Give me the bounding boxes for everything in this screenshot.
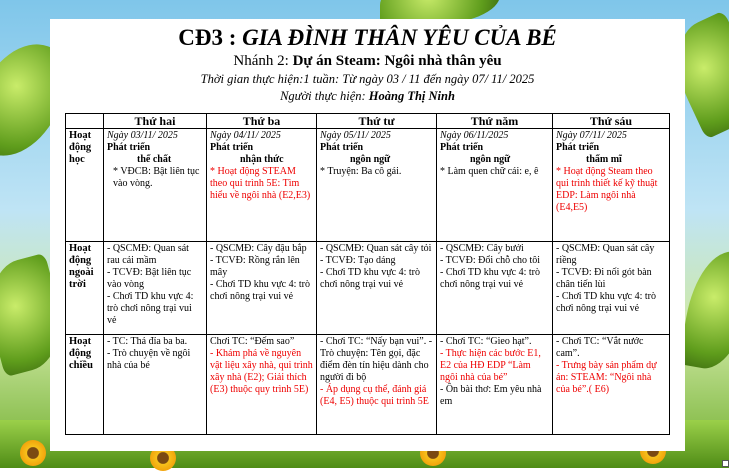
time-line: Thời gian thực hiện:1 tuần: Từ ngày 03 / 11 đến ngày 07/ 11/ 2025 — [200, 72, 535, 86]
cell-text: - Chơi TC: “Vắt nước cam”. — [556, 336, 644, 359]
row-label: Hoạt động học — [66, 129, 104, 242]
cell-red-text: - Áp dụng cụ thể, đánh giá (E4, E5) thuộc qui trình 5E — [320, 384, 429, 407]
cell-text: - TC: Thả đỉa ba ba. — [107, 336, 188, 347]
table-cell — [317, 335, 437, 435]
table-cell — [207, 335, 317, 435]
corner-cell — [66, 114, 104, 129]
cell-date: Ngày 04/11/ 2025 — [210, 130, 281, 141]
table-cell — [317, 129, 437, 242]
cell-text: - Chơi TC: “Gieo hạt”. — [440, 336, 532, 347]
cell-line: - Chơi TD khu vực 4: trò chơi nông trại vui vẻ — [440, 267, 540, 290]
table-cell — [553, 129, 670, 242]
table-cell — [437, 242, 553, 335]
cell-subject: ngôn ngữ — [470, 154, 511, 165]
cell-text: - Trò chuyện về ngôi nhà của bé — [107, 348, 191, 371]
cell-date: Ngày 05/11/ 2025 — [320, 130, 391, 141]
cell-red-text: * Hoạt động Steam theo qui trình thiết kế kỹ thuật EDP: Làm ngôi nhà (E4,E5) — [556, 166, 658, 213]
cell-text: * VĐCB: Bật liên tục vào vòng. — [113, 166, 200, 189]
cell-subject: thể chất — [137, 154, 172, 165]
cell-line: - TCVĐ: Đi nối gót bàn chân tiến lùi — [556, 267, 652, 290]
cell-subject: Phát triển — [440, 142, 484, 153]
cell-text: - Ôn bài thơ: Em yêu nhà em — [440, 384, 542, 407]
table-cell — [207, 242, 317, 335]
table-cell — [553, 335, 670, 435]
row-label: Hoạt động chiều — [66, 335, 104, 435]
cell-line: - Chơi TD khu vực 4: trò chơi nông trại vui vẻ — [556, 291, 656, 314]
day-header: Thứ tư — [317, 114, 437, 129]
cell-subject: ngôn ngữ — [350, 154, 391, 165]
cell-subject: Phát triển — [320, 142, 364, 153]
document-page — [50, 19, 685, 451]
flower-decoration — [20, 440, 46, 466]
table-cell — [437, 129, 553, 242]
schedule-table — [65, 113, 670, 435]
table-header-row — [66, 114, 670, 129]
table-cell — [104, 335, 207, 435]
table-row — [66, 242, 670, 335]
table-row — [66, 335, 670, 435]
table-row — [66, 129, 670, 242]
table-cell — [104, 129, 207, 242]
table-cell — [317, 242, 437, 335]
row-label: Hoạt động ngoài trời — [66, 242, 104, 335]
cell-line: - TCVĐ: Tạo dáng — [320, 255, 396, 266]
table-cell — [553, 242, 670, 335]
day-header: Thứ ba — [207, 114, 317, 129]
page-title: CĐ3 : GIA ĐÌNH THÂN YÊU CỦA BÉ — [178, 25, 557, 50]
branch-title: Nhánh 2: Dự án Steam: Ngôi nhà thân yêu — [233, 53, 502, 69]
cell-red-text: - Trưng bày sản phẩm dự án: STEAM: “Ngôi nhà của bé”.( E6) — [556, 360, 657, 395]
cell-subject: Phát triển — [210, 142, 254, 153]
cell-date: Ngày 03/11/ 2025 — [107, 130, 178, 141]
cell-line: - Chơi TD khu vực 4: trò chơi nông trại vui vẻ — [320, 267, 420, 290]
cell-line: - QSCMĐ: Cây đậu bắp — [210, 243, 307, 254]
cell-line: - QSCMĐ: Cây bưởi — [440, 243, 524, 254]
cell-red-text: - Thực hiện các bước E1, E2 của HĐ EDP “Làm ngôi nhà của bé” — [440, 348, 541, 383]
cell-date: Ngày 06/11/2025 — [440, 130, 509, 141]
cell-text: - Chơi TC: “Nấy bạn vui”. - Trò chuyện: Tên gọi, đặc điểm đèn tín hiệu dành cho người đi bộ — [320, 336, 433, 383]
cell-text: Chơi TC: “Đếm sao” — [210, 336, 295, 347]
cell-line: - TCVĐ: Đổi chỗ cho tôi — [440, 255, 541, 266]
cell-date: Ngày 07/11/ 2025 — [556, 130, 627, 141]
author-line: Người thực hiện: Hoàng Thị Ninh — [280, 89, 455, 103]
cell-line: - Chơi TD khu vực 4: trò chơi nông trại vui vẻ — [107, 291, 194, 326]
day-header: Thứ sáu — [553, 114, 670, 129]
cell-line: - QSCMĐ: Quan sát rau cải mầm — [107, 243, 189, 266]
table-cell — [437, 335, 553, 435]
cell-text: * Làm quen chữ cái: e, ê — [440, 166, 539, 177]
cell-line: - QSCMĐ: Quan sát cây riềng — [556, 243, 655, 266]
cell-subject: nhận thức — [240, 154, 284, 165]
resize-handle[interactable] — [722, 460, 729, 467]
cell-line: - Chơi TD khu vực 4: trò chơi nông trại vui vẻ — [210, 279, 310, 302]
cell-line: - TCVĐ: Bật liên tục vào vòng — [107, 267, 192, 290]
day-header: Thứ năm — [437, 114, 553, 129]
cell-subject: thẩm mĩ — [586, 154, 622, 165]
table-cell — [104, 242, 207, 335]
cell-subject: Phát triển — [107, 142, 151, 153]
cell-red-text: - Khám phá về nguyên vật liệu xây nhà, qui trình xây nhà (E2); Giải thích (E3) thuộc quy trình 5E) — [210, 348, 313, 395]
cell-subject: Phát triển — [556, 142, 600, 153]
cell-red-text: * Hoạt động STEAM theo qui trình 5E: Tìm hiểu về ngôi nhà (E2,E3) — [210, 166, 311, 201]
cell-text: * Truyện: Ba cô gái. — [320, 166, 402, 177]
day-header: Thứ hai — [104, 114, 207, 129]
table-cell — [207, 129, 317, 242]
cell-line: - QSCMĐ: Quan sát cây tỏi — [320, 243, 432, 254]
cell-line: - TCVĐ: Rồng rắn lên mây — [210, 255, 300, 278]
